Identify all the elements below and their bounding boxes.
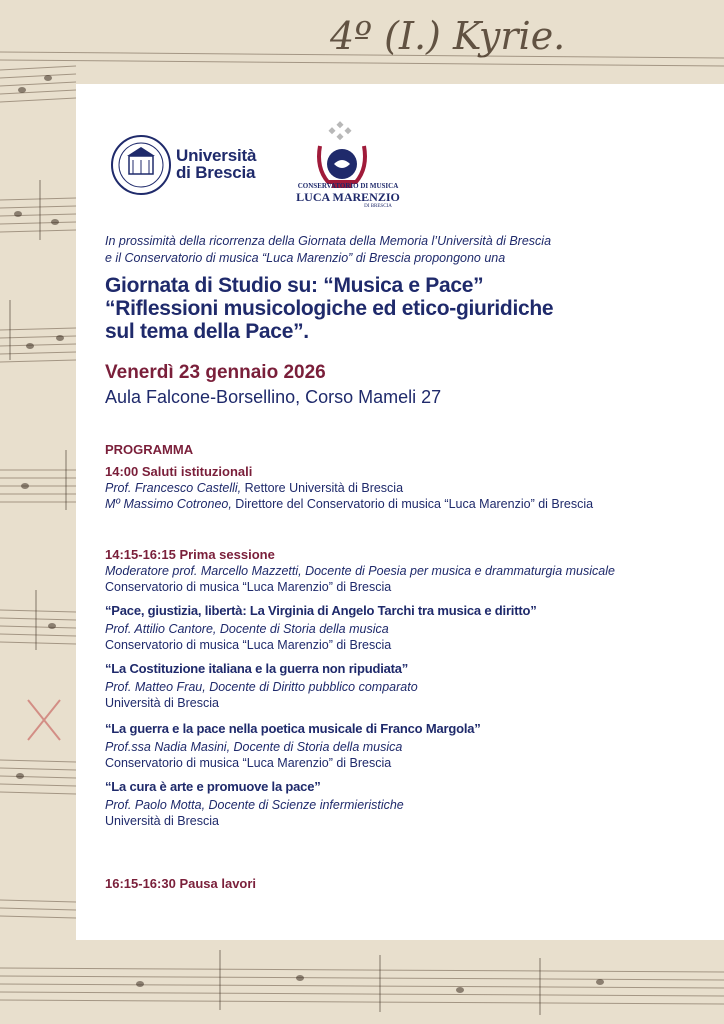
intro-line1: In prossimità della ricorrenza della Giornata della Memoria l’Università di Brescia <box>105 234 552 248</box>
talk-institution: Università di Brescia <box>105 814 219 828</box>
talk-institution: Conservatorio di musica “Luca Marenzio” di Brescia <box>105 638 392 652</box>
event-place: Aula Falcone-Borsellino, Corso Mameli 27 <box>105 387 442 407</box>
talk-speaker: Prof. Matteo Frau, Docente di Diritto pubblico comparato <box>105 680 418 694</box>
saluti-speaker-1-role: Rettore Università di Brescia <box>241 481 404 495</box>
talk-institution: Università di Brescia <box>105 696 219 710</box>
talk-speaker: Prof.ssa Nadia Masini, Docente di Storia della musica <box>105 740 403 754</box>
sessione-moderatore: Moderatore prof. Marcello Mazzetti, Docente di Poesia per musica e drammaturgia musicale <box>105 564 615 578</box>
talk-title: “La cura è arte e promuove la pace” <box>105 779 321 794</box>
event-poster <box>76 84 724 940</box>
event-title <box>105 274 553 343</box>
pausa-time: 16:15-16:30 Pausa lavori <box>105 876 257 891</box>
saluti-speaker-2 <box>105 496 593 512</box>
title-line2: “Riflessioni musicologiche ed etico-giuridiche <box>105 297 554 320</box>
talk-institution: Conservatorio di musica “Luca Marenzio” di Brescia <box>105 756 392 770</box>
conservatorio-logo-line1: CONSERVATORIO DI MUSICA <box>297 182 399 190</box>
conservatorio-logo-line3: DI BRESCIA <box>364 204 392 209</box>
talk-title: “La guerra e la pace nella poetica musicale di Franco Margola” <box>105 721 481 736</box>
saluti-speaker-1 <box>105 480 403 496</box>
intro-text <box>105 233 551 267</box>
sessione-time: 14:15-16:15 Prima sessione <box>105 547 275 562</box>
intro-line2: e il Conservatorio di musica “Luca Marenzio” di Brescia propongono una <box>105 251 506 265</box>
saluti-speaker-1-name: Prof. Francesco Castelli, <box>105 481 242 495</box>
talk-title: “Pace, giustizia, libertà: La Virginia di Angelo Tarchi tra musica e diritto” <box>105 603 537 618</box>
sessione-moderatore-inst: Conservatorio di musica “Luca Marenzio” di Brescia <box>105 580 392 594</box>
title-line1: Giornata di Studio su: “Musica e Pace” <box>105 274 484 297</box>
university-logo-line1: Università <box>176 146 257 165</box>
title-line3: sul tema della Pace”. <box>105 320 309 343</box>
talk-speaker: Prof. Paolo Motta, Docente di Scienze infermieristiche <box>105 798 404 812</box>
manuscript-title: 4º (I.) Kyrie. <box>330 14 566 58</box>
talk-speaker: Prof. Attilio Cantore, Docente di Storia della musica <box>105 622 389 636</box>
saluti-speaker-2-name: Mº Massimo Cotroneo, <box>105 497 232 511</box>
university-logo-text <box>176 147 256 181</box>
saluti-speaker-2-role: Direttore del Conservatorio di musica “Luca Marenzio” di Brescia <box>231 497 594 511</box>
saluti-time: 14:00 Saluti istituzionali <box>105 464 253 479</box>
university-logo-line2: di Brescia <box>176 163 256 182</box>
conservatorio-logo-line2: LUCA MARENZIO <box>296 190 400 204</box>
programma-heading: PROGRAMMA <box>105 442 194 457</box>
event-date: Venerdì 23 gennaio 2026 <box>105 362 326 383</box>
talk-title: “La Costituzione italiana e la guerra non ripudiata” <box>105 661 409 676</box>
